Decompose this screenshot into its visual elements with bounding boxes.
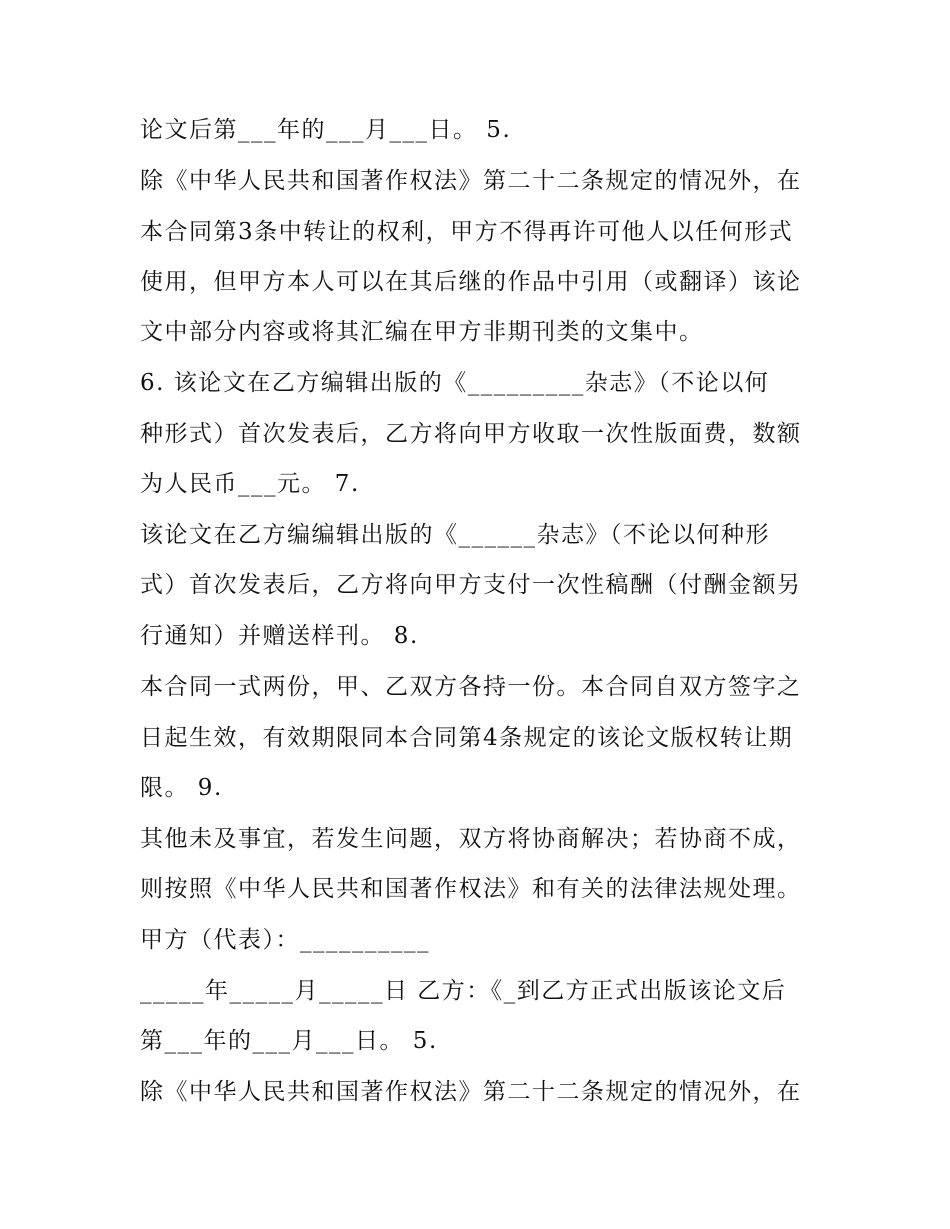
text-line: 论文后第___年的___月___日。 5. xyxy=(140,117,512,143)
text-line: 日起生效，有效期限同本合同第4条规定的该论文版权转让期 xyxy=(140,725,794,751)
text-line: 行通知）并赠送样刊。 8. xyxy=(140,623,419,649)
text-line: 则按照《中华人民共和国著作权法》和有关的法律法规处理。 xyxy=(140,876,802,902)
text-line: 除《中华人民共和国著作权法》第二十二条规定的情况外，在 xyxy=(140,168,802,194)
text-line: 为人民币___元。 7. xyxy=(140,471,360,497)
text-line: 甲方（代表）：__________ xyxy=(140,927,430,953)
text-line: 本合同一式两份，甲、乙双方各持一份。本合同自双方签字之 xyxy=(140,674,802,700)
text-line: 6. 该论文在乙方编辑出版的《_________杂志》（不论以何 xyxy=(140,370,770,396)
text-line: _____年_____月_____日 乙方：《_到乙方正式出版该论文后 xyxy=(140,978,787,1004)
text-line: 使用，但甲方本人可以在其后继的作品中引用（或翻译）该论 xyxy=(140,269,802,295)
text-line: 本合同第3条中转让的权利，甲方不得再许可他人以任何形式 xyxy=(140,219,794,245)
text-line: 除《中华人民共和国著作权法》第二十二条规定的情况外，在 xyxy=(140,1079,802,1105)
text-line: 第___年的___月___日。 5. xyxy=(140,1028,438,1054)
text-line: 该论文在乙方编编辑出版的《______杂志》（不论以何种形 xyxy=(140,522,770,548)
text-line: 式）首次发表后，乙方将向甲方支付一次性稿酬（付酬金额另 xyxy=(140,572,802,598)
text-line: 其他未及事宜，若发生问题，双方将协商解决；若协商不成， xyxy=(140,826,802,852)
text-line: 文中部分内容或将其汇编在甲方非期刊类的文集中。 xyxy=(140,319,704,345)
text-line: 种形式）首次发表后，乙方将向甲方收取一次性版面费，数额 xyxy=(140,421,802,447)
text-line: 限。 9. xyxy=(140,775,223,801)
